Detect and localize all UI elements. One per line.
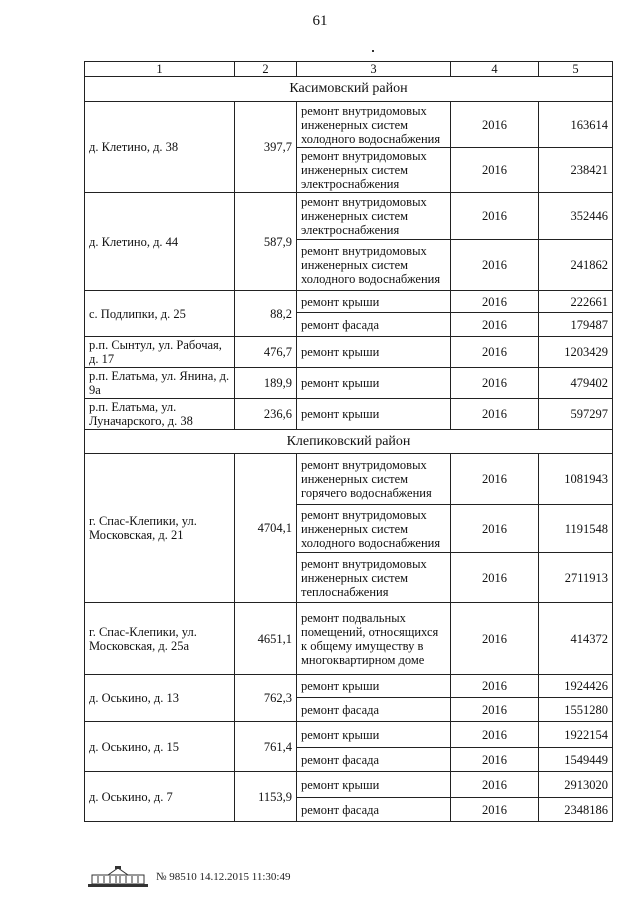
repair-year: 2016 <box>451 193 539 240</box>
building-area: 189,9 <box>235 368 297 399</box>
repair-year: 2016 <box>451 553 539 603</box>
building-area: 397,7 <box>235 102 297 193</box>
repair-work: ремонт крыши <box>297 675 451 698</box>
repair-cost: 2913020 <box>539 772 613 798</box>
building-address: д. Оськино, д. 7 <box>85 772 235 822</box>
building-address: р.п. Сынтул, ул. Рабочая, д. 17 <box>85 337 235 368</box>
repair-year: 2016 <box>451 399 539 430</box>
table-row <box>85 675 613 698</box>
number-sign: № <box>156 871 167 883</box>
column-number: 1 <box>85 62 235 77</box>
repair-work: ремонт внутридомовых инженерных систем холодного водоснабжения <box>297 102 451 148</box>
column-number: 3 <box>297 62 451 77</box>
repair-program-table <box>84 61 613 822</box>
document-datetime: 14.12.2015 11:30:49 <box>199 871 291 883</box>
repair-year: 2016 <box>451 337 539 368</box>
repair-cost: 222661 <box>539 291 613 313</box>
table-row <box>85 193 613 240</box>
repair-cost: 479402 <box>539 368 613 399</box>
repair-year: 2016 <box>451 722 539 748</box>
repair-cost: 1191548 <box>539 505 613 553</box>
district-row <box>85 77 613 102</box>
repair-work: ремонт подвальных помещений, относящихся к общему имуществу в многоквартирном доме <box>297 603 451 675</box>
document-number: 98510 <box>169 871 197 883</box>
repair-cost: 414372 <box>539 603 613 675</box>
building-area: 762,3 <box>235 675 297 722</box>
table-row <box>85 454 613 505</box>
repair-year: 2016 <box>451 454 539 505</box>
column-number: 2 <box>235 62 297 77</box>
repair-year: 2016 <box>451 603 539 675</box>
repair-work: ремонт крыши <box>297 291 451 313</box>
page-number: 61 <box>312 13 328 29</box>
building-area: 4704,1 <box>235 454 297 603</box>
column-number: 4 <box>451 62 539 77</box>
repair-year: 2016 <box>451 772 539 798</box>
table-row <box>85 102 613 148</box>
repair-cost: 1549449 <box>539 748 613 772</box>
building-area: 236,6 <box>235 399 297 430</box>
column-number-row <box>85 62 613 77</box>
district-name: Касимовский район <box>85 77 613 102</box>
repair-cost: 179487 <box>539 313 613 337</box>
repair-cost: 597297 <box>539 399 613 430</box>
table-row <box>85 337 613 368</box>
building-area: 88,2 <box>235 291 297 337</box>
table-row <box>85 772 613 798</box>
table-body <box>85 77 613 822</box>
repair-work: ремонт внутридомовых инженерных систем электроснабжения <box>297 193 451 240</box>
repair-work: ремонт крыши <box>297 399 451 430</box>
building-address: д. Оськино, д. 15 <box>85 722 235 772</box>
building-area: 476,7 <box>235 337 297 368</box>
repair-year: 2016 <box>451 148 539 193</box>
repair-work: ремонт внутридомовых инженерных систем холодного водоснабжения <box>297 505 451 553</box>
repair-year: 2016 <box>451 675 539 698</box>
table-row <box>85 291 613 313</box>
district-name: Клепиковский район <box>85 430 613 454</box>
building-address: д. Клетино, д. 44 <box>85 193 235 291</box>
building-address: г. Спас-Клепики, ул. Московская, д. 21 <box>85 454 235 603</box>
repair-year: 2016 <box>451 291 539 313</box>
building-address: д. Оськино, д. 13 <box>85 675 235 722</box>
repair-year: 2016 <box>451 798 539 822</box>
document-registration <box>156 871 290 883</box>
repair-year: 2016 <box>451 748 539 772</box>
repair-work: ремонт фасада <box>297 798 451 822</box>
repair-cost: 1551280 <box>539 698 613 722</box>
scan-speck <box>372 50 374 52</box>
repair-year: 2016 <box>451 368 539 399</box>
repair-cost: 352446 <box>539 193 613 240</box>
repair-work: ремонт внутридомовых инженерных систем горячего водоснабжения <box>297 454 451 505</box>
repair-cost: 241862 <box>539 240 613 291</box>
table-row <box>85 399 613 430</box>
building-address: г. Спас-Клепики, ул. Московская, д. 25а <box>85 603 235 675</box>
repair-year: 2016 <box>451 698 539 722</box>
repair-work: ремонт внутридомовых инженерных систем электроснабжения <box>297 148 451 193</box>
repair-cost: 238421 <box>539 148 613 193</box>
building-area: 587,9 <box>235 193 297 291</box>
building-area: 761,4 <box>235 722 297 772</box>
repair-cost: 1203429 <box>539 337 613 368</box>
repair-work: ремонт внутридомовых инженерных систем теплоснабжения <box>297 553 451 603</box>
repair-work: ремонт крыши <box>297 722 451 748</box>
repair-work: ремонт фасада <box>297 698 451 722</box>
building-area: 4651,1 <box>235 603 297 675</box>
repair-work: ремонт крыши <box>297 772 451 798</box>
repair-work: ремонт крыши <box>297 337 451 368</box>
repair-cost: 1924426 <box>539 675 613 698</box>
building-address: с. Подлипки, д. 25 <box>85 291 235 337</box>
repair-year: 2016 <box>451 102 539 148</box>
repair-cost: 1081943 <box>539 454 613 505</box>
document-footer <box>86 866 290 888</box>
repair-work: ремонт внутридомовых инженерных систем холодного водоснабжения <box>297 240 451 291</box>
table-row <box>85 603 613 675</box>
repair-work: ремонт крыши <box>297 368 451 399</box>
table-row <box>85 368 613 399</box>
repair-year: 2016 <box>451 240 539 291</box>
table-row <box>85 722 613 748</box>
repair-year: 2016 <box>451 313 539 337</box>
column-number: 5 <box>539 62 613 77</box>
building-address: р.п. Елатьма, ул. Луначарского, д. 38 <box>85 399 235 430</box>
building-address: р.п. Елатьма, ул. Янина, д. 9а <box>85 368 235 399</box>
repair-cost: 2711913 <box>539 553 613 603</box>
repair-cost: 2348186 <box>539 798 613 822</box>
repair-work: ремонт фасада <box>297 313 451 337</box>
repair-work: ремонт фасада <box>297 748 451 772</box>
building-address: д. Клетино, д. 38 <box>85 102 235 193</box>
government-building-stamp-icon <box>86 866 150 888</box>
repair-year: 2016 <box>451 505 539 553</box>
district-row <box>85 430 613 454</box>
building-area: 1153,9 <box>235 772 297 822</box>
repair-cost: 1922154 <box>539 722 613 748</box>
repair-cost: 163614 <box>539 102 613 148</box>
